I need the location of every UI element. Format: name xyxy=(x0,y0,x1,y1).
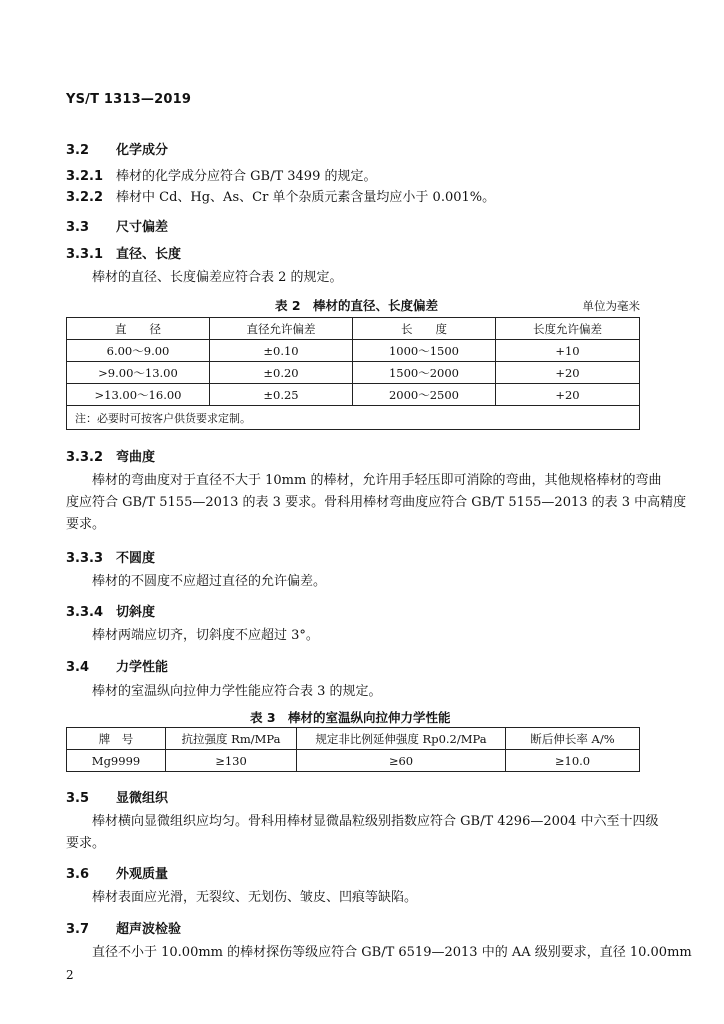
table-header-row xyxy=(67,728,640,750)
paragraph-3-5-line1: 棒材横向显微组织应均匀。骨科用棒材显微晶粒级别指数应符合 GB/T 4296—2004 中六至十四级 xyxy=(92,814,659,829)
paragraph-3-3-3: 棒材的不圆度不应超过直径的允许偏差。 xyxy=(92,574,327,589)
paragraph-3-5-line2: 要求。 xyxy=(66,836,106,851)
section-heading-3-3-3: 3.3.3 不圆度 xyxy=(66,551,156,566)
table-header-cell: 直径允许偏差 xyxy=(210,318,353,340)
table-cell: +20 xyxy=(496,362,640,384)
table-cell: ±0.20 xyxy=(210,362,353,384)
table-cell: ≥60 xyxy=(297,750,506,772)
paragraph-3-3-2-line2: 度应符合 GB/T 5155—2013 的表 3 要求。骨科用棒材弯曲度应符合 GB/T 5155—2013 的表 3 中高精度 xyxy=(66,495,687,510)
section-heading-3-7: 3.7 超声波检验 xyxy=(66,922,182,937)
paragraph-3-7: 直径不小于 10.00mm 的棒材探伤等级应符合 GB/T 6519—2013 中的 AA 级别要求，直径 10.00mm xyxy=(92,945,692,960)
table-cell: 6.00～9.00 xyxy=(67,340,210,362)
section-heading-3-3-4: 3.3.4 切斜度 xyxy=(66,605,156,620)
table-cell: 1000～1500 xyxy=(353,340,496,362)
table-cell: ±0.25 xyxy=(210,384,353,406)
table-header-cell: 抗拉强度 Rm/MPa xyxy=(166,728,297,750)
table-row xyxy=(67,362,640,384)
table-header-row xyxy=(67,318,640,340)
table-row xyxy=(67,750,640,772)
page-number: 2 xyxy=(66,968,74,982)
table-cell: ±0.10 xyxy=(210,340,353,362)
document-code: YS/T 1313—2019 xyxy=(66,92,192,107)
section-heading-3-6: 3.6 外观质量 xyxy=(66,867,169,882)
table-header-cell: 断后伸长率 A/% xyxy=(506,728,640,750)
table-row xyxy=(67,340,640,362)
table-header-cell: 直 径 xyxy=(67,318,210,340)
table2-unit: 单位为毫米 xyxy=(582,299,640,313)
table-cell: 1500～2000 xyxy=(353,362,496,384)
table2-caption: 表 2 棒材的直径、长度偏差 xyxy=(275,298,439,313)
section-heading-3-5: 3.5 显微组织 xyxy=(66,791,169,806)
table-cell: ≥130 xyxy=(166,750,297,772)
paragraph-3-4: 棒材的室温纵向拉伸力学性能应符合表 3 的规定。 xyxy=(92,684,382,699)
table-note: 注：必要时可按客户供货要求定制。 xyxy=(67,406,640,430)
table-cell: >9.00～13.00 xyxy=(67,362,210,384)
table3-caption: 表 3 棒材的室温纵向拉伸力学性能 xyxy=(250,710,451,725)
paragraph-3-3-1: 棒材的直径、长度偏差应符合表 2 的规定。 xyxy=(92,270,343,285)
paragraph-3-3-4: 棒材两端应切齐，切斜度不应超过 3°。 xyxy=(92,628,319,643)
table-cell: Mg9999 xyxy=(67,750,166,772)
table-3 xyxy=(66,727,640,772)
section-heading-3-3-1: 3.3.1 直径、长度 xyxy=(66,247,182,262)
section-heading-3-3-2: 3.3.2 弯曲度 xyxy=(66,450,156,465)
section-heading-3-2: 3.2 化学成分 xyxy=(66,143,169,158)
table-cell: +20 xyxy=(496,384,640,406)
table-cell: ≥10.0 xyxy=(506,750,640,772)
table-2 xyxy=(66,317,640,430)
table-cell: +10 xyxy=(496,340,640,362)
clause-3-2-1: 3.2.1 棒材的化学成分应符合 GB/T 3499 的规定。 xyxy=(66,169,377,184)
paragraph-3-3-2-line3: 要求。 xyxy=(66,517,106,532)
table-cell: >13.00～16.00 xyxy=(67,384,210,406)
table-header-cell: 长 度 xyxy=(353,318,496,340)
table-note-row xyxy=(67,406,640,430)
table-cell: 2000～2500 xyxy=(353,384,496,406)
paragraph-3-6: 棒材表面应光滑，无裂纹、无划伤、皱皮、凹痕等缺陷。 xyxy=(92,890,418,905)
table-header-cell: 牌 号 xyxy=(67,728,166,750)
table-header-cell: 规定非比例延伸强度 Rp0.2/MPa xyxy=(297,728,506,750)
table-header-cell: 长度允许偏差 xyxy=(496,318,640,340)
paragraph-3-3-2-line1: 棒材的弯曲度对于直径不大于 10mm 的棒材，允许用手轻压即可消除的弯曲，其他规格棒材的弯曲 xyxy=(92,473,662,488)
section-heading-3-3: 3.3 尺寸偏差 xyxy=(66,220,169,235)
table-row xyxy=(67,384,640,406)
clause-3-2-2: 3.2.2 棒材中 Cd、Hg、As、Cr 单个杂质元素含量均应小于 0.001%。 xyxy=(66,190,496,205)
section-heading-3-4: 3.4 力学性能 xyxy=(66,660,169,675)
